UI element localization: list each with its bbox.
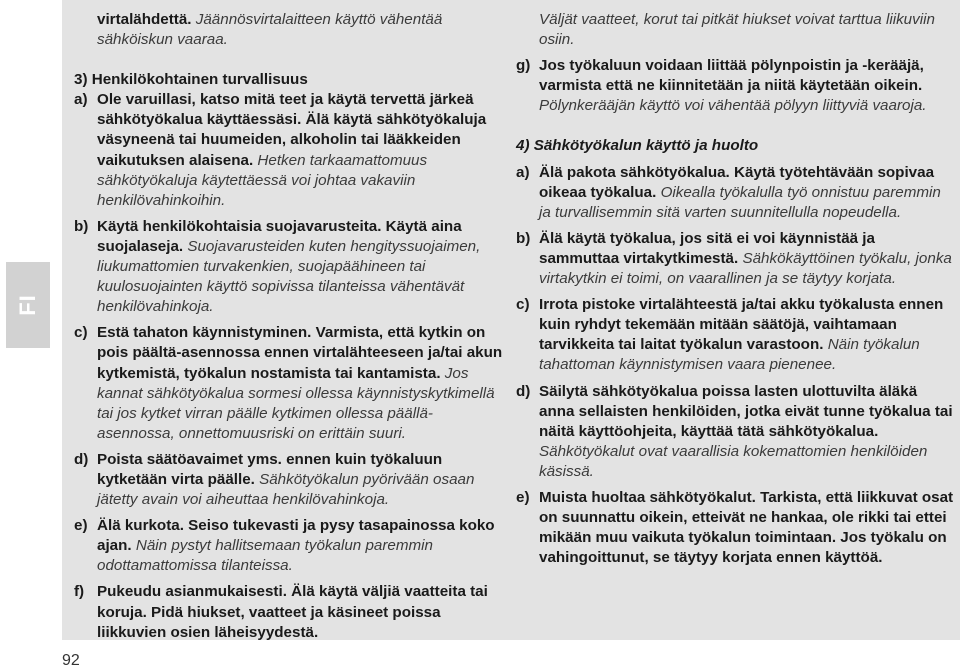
list-item	[516, 56, 956, 116]
item-label: d)	[516, 382, 531, 400]
item-bold: Poista säätöavaimet yms. ennen kuin työkaluun kytketään virta päälle.	[97, 450, 443, 488]
list-item	[516, 382, 956, 482]
left-column	[74, 10, 504, 643]
item-italic: Hetken tarkaamattomuus sähkötyökaluja käytettäessä voi johtaa vakaviin henkilövahinkoihin.	[97, 151, 428, 209]
item-label: e)	[516, 488, 530, 506]
list-item	[74, 516, 504, 576]
item-label: a)	[516, 163, 530, 181]
item-bold: Älä kurkota. Seiso tukevasti ja pysy tasapainossa koko ajan.	[97, 517, 495, 555]
item-bold: Muista huoltaa sähkötyökalut. Tarkista, että liikkuvat osat on suunnattu oikein, etteivät ne hankaa, ole rikki tai ettei mikään muu vaikuta työkalun toimintaan. Jos työkalu on vahingoittunut, se täytyy korjata ennen käyttöä.	[539, 488, 954, 567]
item-bold: Käytä henkilökohtaisia suojavarusteita. Käytä aina suojalaseja.	[97, 217, 462, 255]
item-bold: Estä tahaton käynnistyminen. Varmista, että kytkin on pois päältä-asennossa ennen virtalähteeseen ja/tai akun kytkemistä, työkalun nostamista tai kantamista.	[97, 324, 503, 382]
list-item	[516, 488, 956, 568]
list-item	[74, 582, 504, 642]
item-bold: Pukeudu asianmukaisesti. Älä käytä väljiä vaatteita tai koruja. Pidä hiukset, vaatteet ja käsineet poissa liikkuvien osien läheisyydestä.	[97, 583, 488, 641]
language-tab	[6, 262, 50, 348]
item-italic: Näin työkalun tahattoman käynnistymisen vaara pienenee.	[539, 336, 920, 374]
intro-bold: virtalähdettä.	[97, 11, 192, 28]
page-number: 92	[62, 652, 80, 669]
intro-paragraph	[516, 10, 956, 50]
content-area	[62, 0, 960, 640]
item-label: e)	[74, 517, 88, 535]
item-label: c)	[516, 296, 530, 314]
intro-paragraph	[74, 10, 504, 50]
item-label: f)	[74, 583, 85, 601]
item-label: c)	[74, 324, 88, 342]
intro-italic: Väljät vaatteet, korut tai pitkät hiukset voivat tarttua liikuviin osiin.	[539, 11, 935, 49]
language-code: FI	[15, 294, 40, 316]
list-item	[516, 295, 956, 375]
item-label: b)	[516, 229, 531, 247]
item-italic: Näin pystyt hallitsemaan työkalun paremmin odottamattomissa tilanteissa.	[97, 537, 433, 575]
item-italic: Pölynkerääjän käyttö voi vähentää pölyyn liittyviä vaaroja.	[539, 97, 927, 115]
item-italic: Sähkötyökalun pyörivään osaan jätetty avain voi aiheuttaa henkilövahinkoja.	[97, 470, 475, 509]
section-title-tool-use: 4) Sähkötyökalun käyttö ja huolto	[516, 137, 759, 155]
item-bold: Älä käytä työkalua, jos sitä ei voi käynnistää ja sammuttaa virtakytkimestä.	[539, 229, 875, 267]
item-label: d)	[74, 450, 89, 468]
item-bold: Älä pakota sähkötyökalua. Käytä työtehtävään sopivaa oikeaa työkalua.	[539, 163, 935, 201]
section-title-personal-safety: 3) Henkilökohtainen turvallisuus	[74, 71, 308, 89]
list-item	[74, 217, 504, 317]
item-italic: Oikealla työkalulla työ onnistuu paremmin ja turvallisemmin sitä varten suunnitellulla nopeudella.	[539, 183, 941, 221]
item-bold: Jos työkaluun voidaan liittää pölynpoistin ja -kerääjä, varmista että ne kiinnitetään ja niitä käytetään oikein.	[539, 57, 924, 95]
item-italic: Jos kannat sähkötyökalua sormesi ollessa käynnistyskytkimellä tai jos kytket virran päälle kytkimen ollessa päällä-asennossa, onnettomuusriski on erittäin suuri.	[97, 364, 495, 442]
item-label: a)	[74, 91, 88, 109]
right-column	[516, 10, 956, 568]
list-item	[74, 323, 504, 444]
item-bold: Ole varuillasi, katso mitä teet ja käytä tervettä järkeä sähkötyökalua käyttäessäsi. Älä käytä sähkötyökaluja väsyneenä tai huumeiden, alkoholin tai lääkkeiden vaikutuksen alaisena.	[97, 91, 487, 169]
item-bold: Säilytä sähkötyökalua poissa lasten ulottuvilta äläkä anna sellaisten henkilöiden, jotka eivät tunne työkalua tai näitä käyttöohjeita, käyttää tätä sähkötyökalua.	[539, 382, 953, 440]
item-label: g)	[516, 57, 531, 75]
item-italic: Sähkökäyttöinen työkalu, jonka virtakytkin ei toimi, on vaarallinen ja se täytyy korjata.	[539, 249, 952, 288]
item-italic: Sähkötyökalut ovat vaarallisia kokemattomien henkilöiden käsissä.	[539, 442, 928, 480]
sidebar	[0, 0, 62, 671]
list-item	[74, 450, 504, 510]
list-item	[516, 163, 956, 223]
list-item	[516, 229, 956, 289]
item-label: b)	[74, 217, 89, 235]
item-italic: Suojavarusteiden kuten hengityssuojaimen, liukumattomien turvakenkien, suojapäähineen tai kuulosuojainten käyttö sopivissa tilanteissa vähentävät henkilövahinkoja.	[97, 237, 481, 316]
list-item	[74, 90, 504, 211]
item-bold: Irrota pistoke virtalähteestä ja/tai akku työkalusta ennen kuin ryhdyt tekemään mitään säätöjä, vaihtamaan tarvikkeita tai laitat työkalun varastoon.	[539, 296, 944, 354]
intro-italic: Jäännösvirtalaitteen käyttö vähentää sähköiskun vaaraa.	[97, 11, 443, 49]
